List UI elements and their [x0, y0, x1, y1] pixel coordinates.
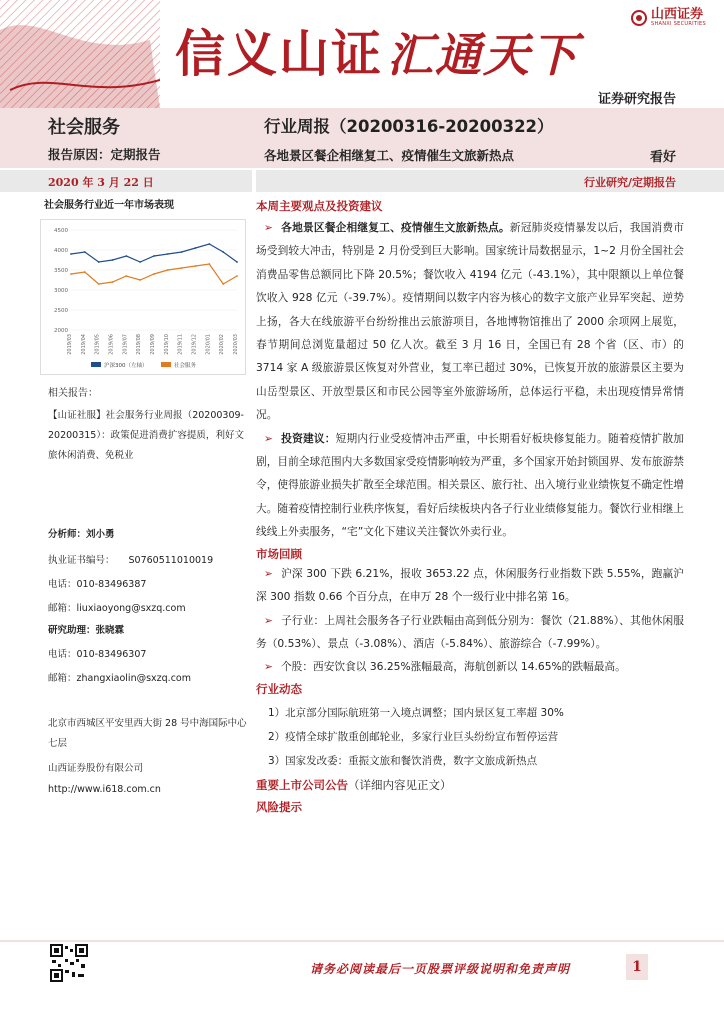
phone2-label: 电话：: [48, 649, 77, 660]
chart-title: 社会服务行业近一年市场表现: [44, 200, 174, 211]
cert-label: 执业证书编号：: [48, 555, 115, 566]
data-point: [208, 243, 210, 245]
assistant-label: 研究助理：: [48, 625, 96, 636]
report-category: 行业研究/定期报告: [583, 176, 676, 189]
y-tick-label: 4500: [54, 228, 68, 234]
slogan: [175, 14, 579, 86]
news-item: 1）北京部分国际航班第一入境点调整；国内景区复工率超 30%: [268, 706, 564, 719]
report-type: 证券研究报告: [597, 92, 676, 107]
cert-number: S0760511010019: [128, 555, 214, 566]
data-point: [167, 269, 169, 271]
bullet-arrow-icon: ➢: [264, 221, 273, 234]
analyst-name: 刘小勇: [86, 529, 115, 540]
y-tick-label: 2000: [54, 328, 68, 334]
phone2-value: 010-83496307: [76, 649, 147, 660]
footer-divider: [0, 940, 724, 942]
x-tick-label: 2019/05: [94, 334, 101, 355]
bullet-arrow-icon: ➢: [264, 431, 273, 445]
industry-name: 社会服务: [48, 117, 120, 138]
market-chart: [40, 219, 246, 375]
data-point: [139, 261, 141, 263]
company-logo: [631, 8, 706, 27]
company-address: 北京市西城区平安里西大街 28 号中海国际中心七层: [48, 718, 247, 749]
disclaimer: 请务必阅读最后一页股票评级说明和免责声明: [310, 962, 571, 976]
paragraph-investment-advice: [256, 427, 684, 544]
advice-lead: 投资建议：: [280, 431, 336, 445]
x-tick-label: 2020/02: [219, 334, 226, 355]
data-point: [222, 251, 224, 253]
market-review-stocks: ➢ 个股：西安饮食以 36.25%涨幅最高，海航创新以 14.65%的跌幅最高。: [264, 660, 626, 674]
x-tick-label: 2019/08: [136, 334, 143, 355]
logo-subtitle: SHANXI SECURITIES: [651, 21, 706, 27]
x-tick-label: 2019/07: [122, 334, 129, 355]
y-tick-label: 4000: [54, 248, 68, 254]
date-row: [0, 170, 724, 192]
x-tick-label: 2019/04: [80, 334, 87, 355]
page-number: 1: [626, 954, 648, 980]
decorative-artwork: [0, 0, 160, 108]
data-point: [153, 273, 155, 275]
related-report-link[interactable]: 【山证社服】社会服务行业周报（20200309-20200315）：政策促进消费扩容提质，利好文旅休闲消费、免税业: [48, 410, 244, 461]
data-point: [112, 259, 114, 261]
sidebar: [40, 196, 252, 375]
x-tick-label: 2019/10: [163, 334, 170, 355]
email2-label: 邮箱：: [48, 673, 77, 684]
data-point: [125, 275, 127, 277]
assistant-row: [48, 622, 124, 636]
x-tick-label: 2020/01: [205, 334, 212, 355]
phone2-row: [48, 646, 146, 660]
qr-code-icon: [50, 944, 88, 982]
data-point: [208, 263, 210, 265]
email2-link[interactable]: zhangxiaolin@sxzq.com: [76, 673, 191, 684]
data-point: [70, 273, 72, 275]
data-point: [153, 255, 155, 257]
news-item: 2）疫情全球扩散重创邮轮业，多家行业巨头纷纷宣布暂停运营: [268, 730, 559, 743]
data-point: [236, 275, 238, 277]
rating: 看好: [649, 150, 676, 165]
legend-swatch: [91, 362, 101, 367]
x-tick-label: 2019/09: [150, 334, 156, 355]
data-point: [70, 253, 72, 255]
legend-swatch: [161, 362, 171, 367]
x-tick-label: 2019/11: [177, 334, 184, 355]
advice-text: 短期内行业受疫情冲击严重，中长期看好板块修复能力。随着疫情扩散加剧，目前全球范围内大多数国家受疫情影响较为严重，多个国家开始封锁国界、发布旅游禁令，使得旅游业损失扩散至全球范围。相关景区、旅行社、出入境行业业绩恢复不确定性增大。随着疫情控制行业秩序恢复，看好后续板块内各子行业业绩修复能力。餐饮行业相继上线线上外卖服务，“宅”文化下建议关注餐饮外卖行业。: [256, 431, 684, 539]
email1-row: [48, 600, 186, 614]
announcement-note: （详细内容见正文）: [348, 777, 452, 792]
data-point: [181, 251, 183, 253]
phone1-label: 电话：: [48, 579, 77, 590]
legend-label: 社会服务: [174, 363, 197, 369]
cert-row: [48, 552, 213, 566]
company-website-link[interactable]: http://www.i618.com.cn: [48, 784, 161, 795]
data-point: [222, 283, 224, 285]
section-key-views: 本周主要观点及投资建议: [256, 199, 383, 213]
data-point: [112, 281, 114, 283]
data-point: [98, 261, 100, 263]
slogan-part1: 信义山证: [175, 24, 383, 83]
chart-svg: [41, 220, 247, 376]
data-point: [195, 265, 197, 267]
email1-link[interactable]: liuxiaoyong@sxzq.com: [76, 603, 186, 614]
company-name: 山西证券股份有限公司: [48, 763, 144, 774]
email2-row: [48, 670, 191, 684]
paragraph-key-view: [256, 216, 684, 427]
data-point: [139, 279, 141, 281]
x-tick-label: 2019/06: [108, 334, 115, 355]
y-tick-label: 3500: [54, 268, 68, 274]
key-view-lead: 各地景区餐企相继复工、疫情催生文旅新热点。: [280, 221, 510, 234]
logo-mark-icon: [631, 10, 647, 26]
email1-label: 邮箱：: [48, 603, 77, 614]
bullet-arrow-icon: ➢: [264, 660, 273, 674]
slogan-part2: 汇通天下: [387, 28, 579, 82]
data-point: [84, 251, 86, 253]
section-industry-news: 行业动态: [256, 681, 302, 696]
header-banner: [0, 0, 724, 108]
data-point: [125, 255, 127, 257]
related-label: 相关报告：: [48, 388, 98, 399]
report-date: 2020 年 3 月 22 日: [48, 176, 154, 189]
x-tick-label: 2020/03: [233, 334, 239, 355]
bullet-arrow-icon: ➢: [264, 613, 273, 627]
section-risk-warning: 风险提示: [256, 799, 302, 814]
data-point: [98, 283, 100, 285]
data-point: [84, 271, 86, 273]
data-point: [195, 247, 197, 249]
phone1-row: [48, 576, 146, 590]
y-tick-label: 3000: [54, 288, 68, 294]
logo-name: 山西证券: [651, 7, 704, 22]
market-review-index: ➢ 沪深 300 下跌 6.21%，报收 3653.22 点，休闲服务行业指数下跌 5.55%，跑赢沪深 300 指数 0.66 个百分点，在申万 28 个一级行业中排名第 16。: [256, 566, 684, 604]
phone1-value: 010-83496387: [76, 579, 147, 590]
series-line-0: [71, 244, 237, 262]
main-content: [256, 196, 684, 815]
data-point: [181, 267, 183, 269]
market-review-subsector: ➢ 子行业：上周社会服务各子行业跌幅由高到低分别为：餐饮（21.88%）、其他休闲服务（0.53%）、景点（-3.08%）、酒店（-5.84%）、旅游综合（-7.99%）。: [256, 613, 684, 650]
data-point: [236, 261, 238, 263]
weekly-title: 行业周报（20200316-20200322）: [264, 117, 554, 136]
section-market-review: 市场回顾: [256, 546, 302, 561]
data-point: [167, 253, 169, 255]
key-view-text: 新冠肺炎疫情暴发以后，我国消费市场受到较大冲击，特别是 2 月份受到巨大影响。国家统计局数据显示，1~2 月份全国社会消费品零售总额同比下降 20.5%；餐饮收入 4194 亿元（-43.1%），其中限额以上单位餐饮收入 928 亿元（-39.7%）。疫情期间以数字内容为核心的数字文旅产业异军突起、逆势上扬，各大在线旅游平台纷纷推出云旅游项目，各地博物馆推出了 2000 余项网上展览，春节期间总浏览量超过 50 亿人次。截至 3 月 16 日，全国已有 28 个省（区、市）的 3714 家 A 级旅游景区恢复对外营业，复工率已超过 30%，已恢复开放的旅游景区主要为山岳型景区、开放型景区和市民公园等室外旅游场所，总体运行平稳，未出现疫情异常情况。: [256, 221, 684, 422]
assistant-name: 张晓霖: [95, 625, 125, 636]
legend-label: 沪深300（左轴）: [104, 363, 148, 369]
bullet-arrow-icon: ➢: [264, 566, 273, 580]
y-tick-label: 2500: [54, 308, 68, 314]
x-tick-label: 2019/12: [191, 334, 198, 355]
analyst-row: [48, 526, 115, 540]
report-reason: 报告原因：定期报告: [48, 147, 161, 162]
x-tick-label: 2019/03: [67, 334, 73, 355]
report-subtitle: 各地景区餐企相继复工、疫情催生文旅新热点: [264, 148, 515, 163]
news-item: 3）国家发改委：重振文旅和餐饮消费，数字文旅成新热点: [268, 754, 538, 767]
analyst-label: 分析师：: [48, 529, 87, 540]
section-company-announcements: 重要上市公司公告（详细内容见正文）: [256, 777, 452, 792]
